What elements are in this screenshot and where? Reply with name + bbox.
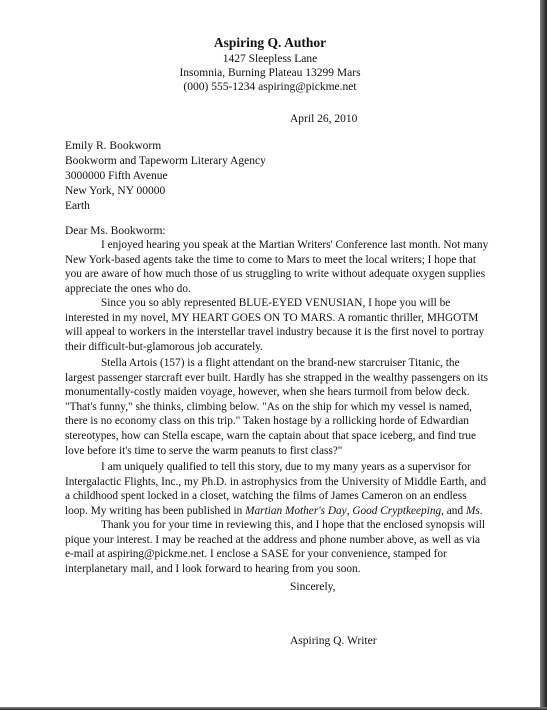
recipient-line: Bookworm and Tapeworm Literary Agency xyxy=(65,155,266,167)
paragraph-text: , and xyxy=(441,504,464,517)
paragraph-text: . xyxy=(479,504,483,517)
paragraph-credentials xyxy=(65,460,490,518)
paragraph-text: Thank you for your time in reviewing this, and I hope that the enclosed synopsis will pique your interest. I may be reached at the address and phone number above, as well as via e-mail at aspiring@pickme.net. I enclose a SASE for your convenience, stamped for interplanetary mail, and I look forward to hearing from you soon. xyxy=(65,519,486,575)
recipient-line: New York, NY 00000 xyxy=(65,185,166,197)
paragraph-closing xyxy=(65,518,490,576)
salutation: Dear Ms. Bookworm: xyxy=(65,225,166,237)
paragraph-text: I enjoyed hearing you speak at the Martian Writers' Conference last month. Not many New York-based agents take the time to come to Mars to meet the local writers; I hope that you are aware of how much those of us struggling to write without adequate oxygen supplies appreciate the ones who do. xyxy=(65,239,489,295)
sender-name: Aspiring Q. Author xyxy=(213,35,327,50)
closing: Sincerely, xyxy=(290,581,336,593)
publication-title: Good Cryptkeeping xyxy=(352,504,442,517)
sender-contact: (000) 555-1234 aspiring@pickme.net xyxy=(183,81,357,93)
sender-address-line2: Insomnia, Burning Plateau 13299 Mars xyxy=(179,67,361,79)
publication-title: Ms xyxy=(465,504,480,517)
page-shadow-right xyxy=(540,0,547,710)
paragraph-intro xyxy=(65,238,490,296)
paragraph-text: I am uniquely qualified to tell this story, due to my many years as a supervisor for Intergalactic Flights, Inc., my Ph.D. in astrophysics from the University of Middle Earth, and a childhood spent locked in a closet, watching the films of James Cameron on an endless loop. My writing has been published in xyxy=(65,461,487,517)
publication-title: Martian Mother's Day xyxy=(245,504,347,517)
paragraph-text: Stella Artois (157) is a flight attendant on the brand-new starcruiser Titanic, the largest passenger starcraft ever built. Hardly has she strapped in the wealthy passengers on its monumentally-costly maiden voyage, however, when she hears turmoil from below deck. "That's funny," she thinks, climbing below. "As on the ship for which my vessel is named, there is no economy class on this trip." Taken hostage by a rollicking horde of Edwardian stereotypes, how can Stella escape, warn the captain about that space iceberg, and find true love before it's time to serve the warm peanuts to first class?" xyxy=(65,357,488,457)
paragraph-pitch xyxy=(65,296,490,354)
signature-name: Aspiring Q. Writer xyxy=(290,635,377,647)
paragraph-text: Since you so ably represented BLUE-EYED VENUSIAN, I hope you will be interested in my novel, MY HEART GOES ON TO MARS. A romantic thriller, MHGOTM will appeal to workers in the interstellar travel industry because it is the first novel to portray their difficult-but-glamorous job accurately. xyxy=(65,297,485,353)
paragraph-synopsis xyxy=(65,356,490,458)
paragraph-text: , xyxy=(346,504,350,517)
sender-address-line1: 1427 Sleepless Lane xyxy=(222,53,318,65)
letter-date: April 26, 2010 xyxy=(290,113,358,125)
recipient-line: Emily R. Bookworm xyxy=(65,140,162,152)
recipient-line: Earth xyxy=(65,200,90,212)
recipient-line: 3000000 Fifth Avenue xyxy=(65,170,168,182)
